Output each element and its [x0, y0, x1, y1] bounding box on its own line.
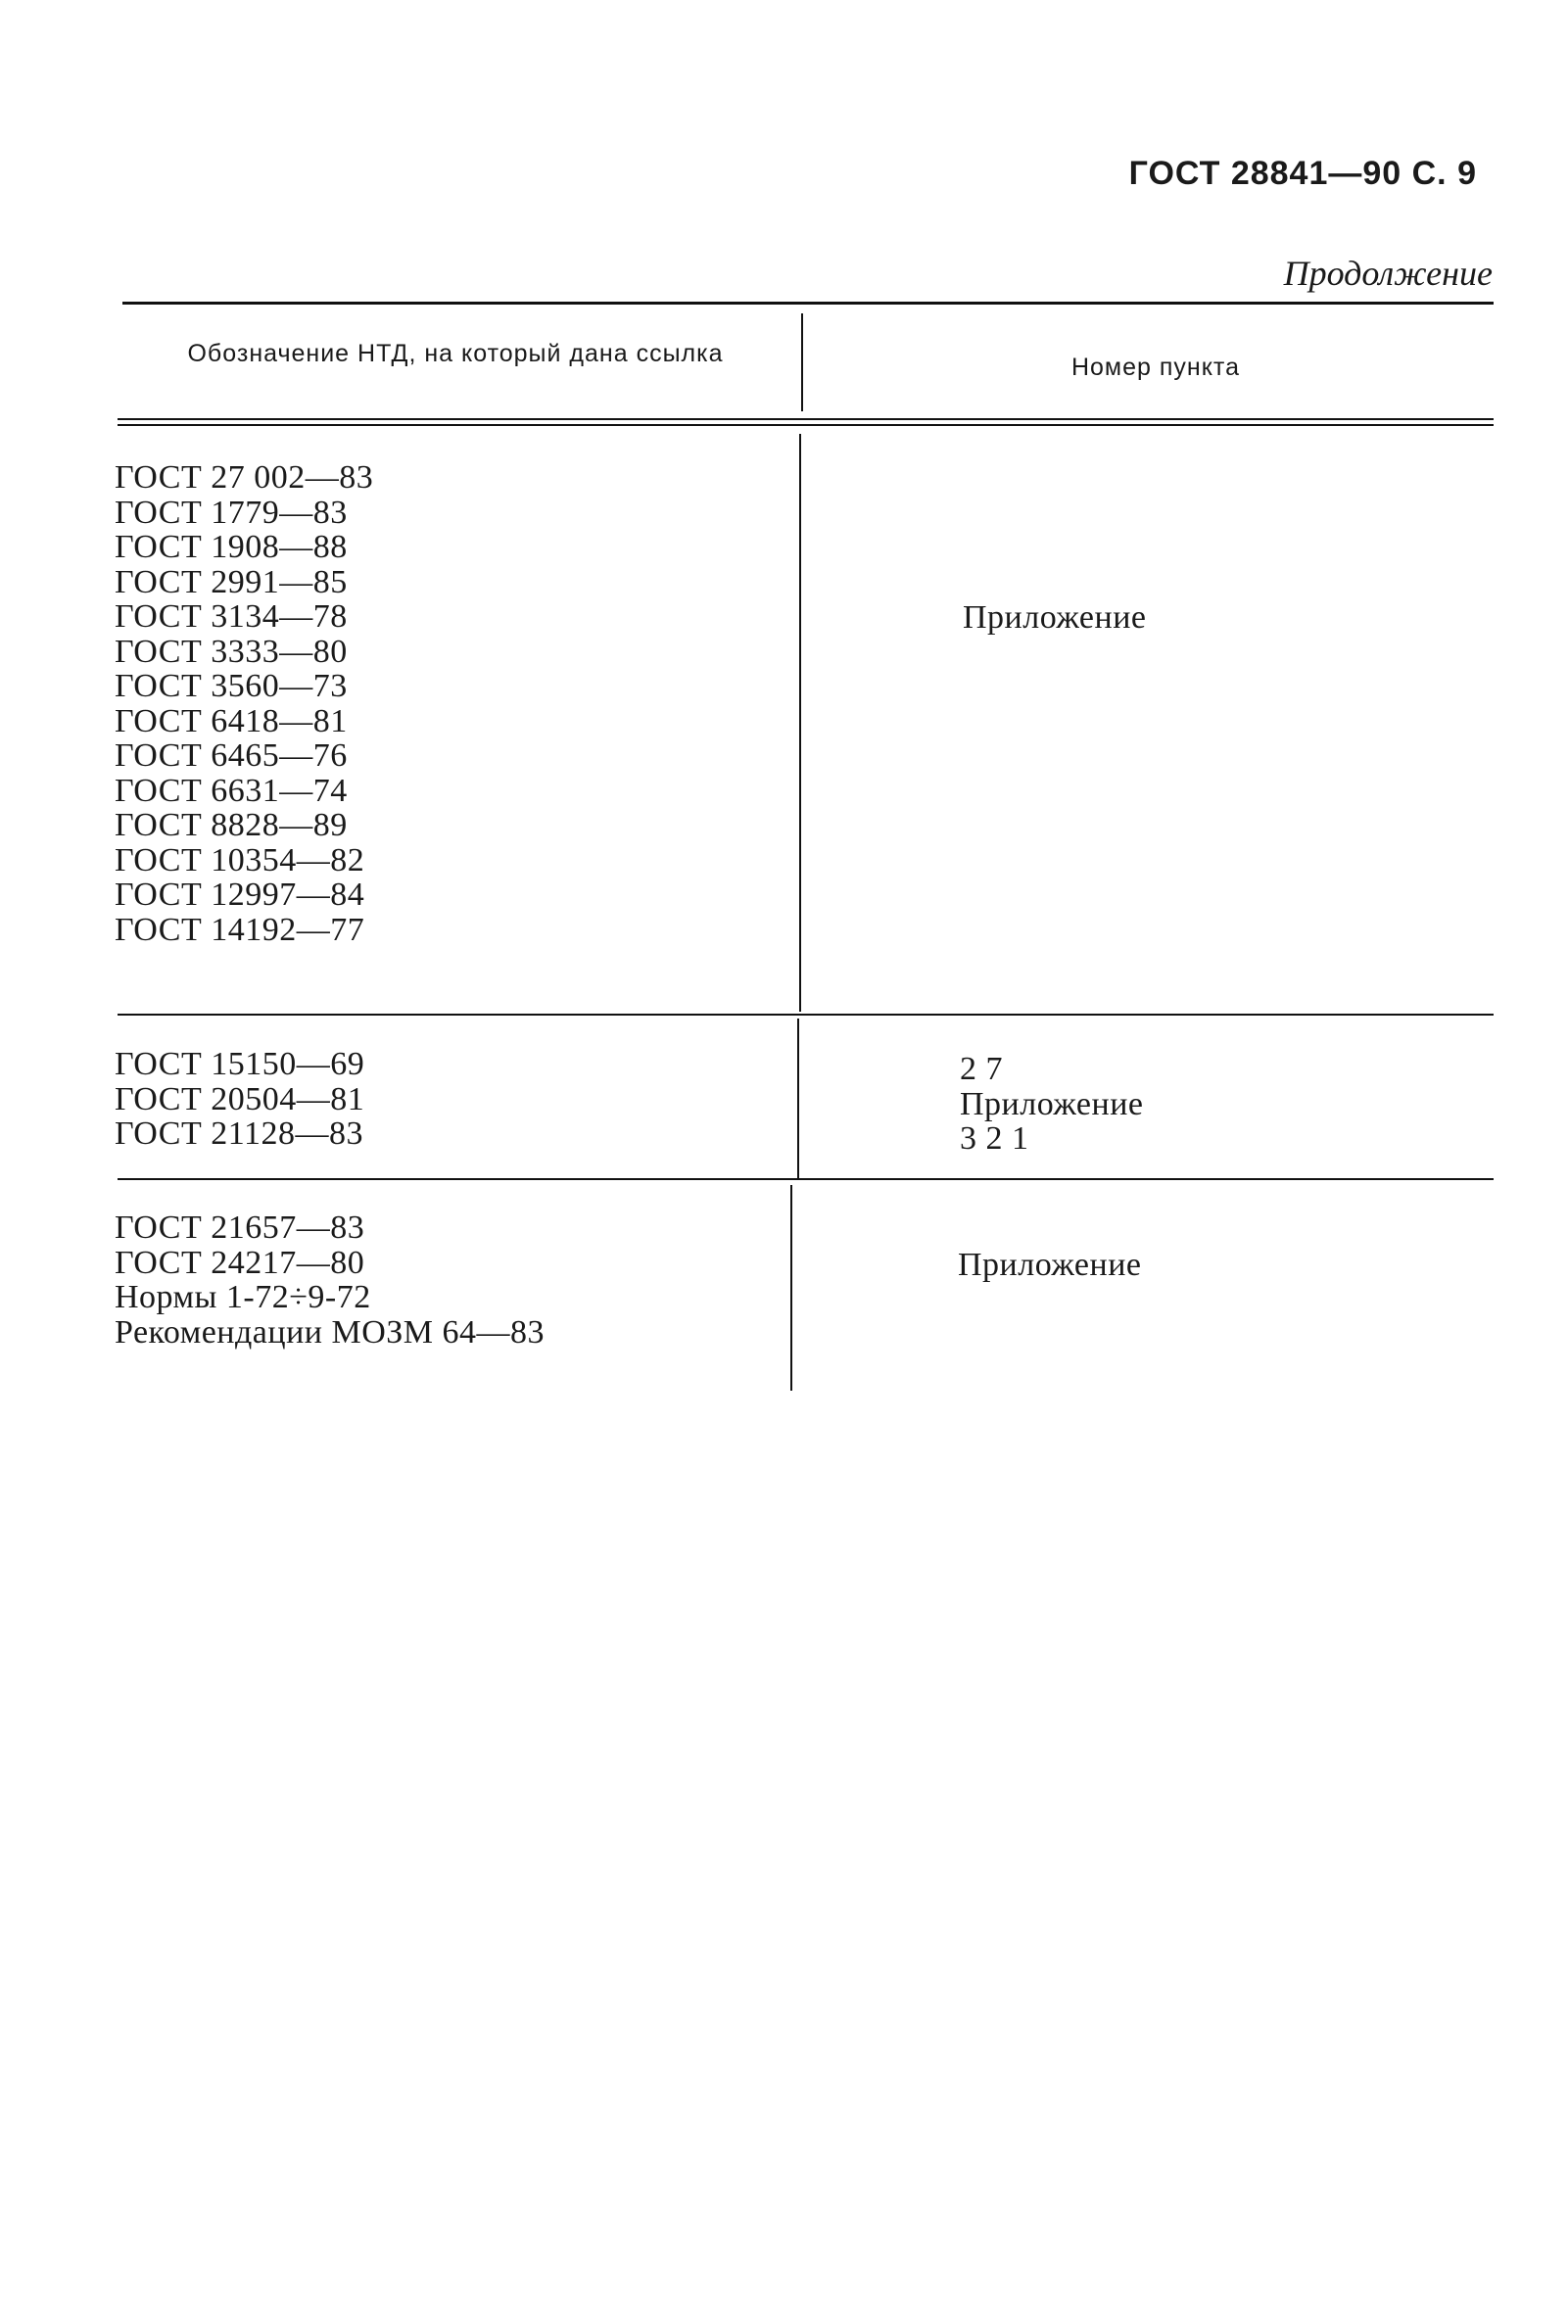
ref-item: ГОСТ 3134—78: [115, 598, 348, 635]
ref-item: ГОСТ 15150—69: [115, 1046, 365, 1082]
group-3-clause: Приложение: [958, 1247, 1142, 1283]
ref-item: ГОСТ 10354—82: [115, 841, 365, 878]
group-1-bottom-rule: [118, 1014, 1494, 1016]
continuation-label: Продолжение: [1283, 254, 1493, 293]
ref-item: Нормы 1-72÷9-72: [115, 1279, 371, 1315]
group-1-divider: [799, 434, 801, 1012]
clause-item: Приложение: [960, 1085, 1144, 1122]
ref-item: ГОСТ 6465—76: [115, 737, 348, 774]
ref-item: ГОСТ 1908—88: [115, 529, 348, 565]
header-clause: Номер пункта: [1070, 354, 1241, 381]
ref-item: Рекомендации МОЗМ 64—83: [115, 1313, 546, 1351]
ref-item: ГОСТ 24217—80: [115, 1244, 365, 1281]
clause-item: 3 2 1: [960, 1120, 1029, 1157]
group-1-clause: Приложение: [963, 599, 1147, 636]
group-2-divider: [797, 1019, 799, 1178]
ref-item: ГОСТ 6418—81: [115, 702, 348, 739]
ref-item: ГОСТ 3333—80: [115, 633, 348, 670]
header-divider: [801, 313, 803, 411]
group-2-clauses: [960, 1052, 1143, 1157]
clause-item: 2 7: [960, 1051, 1003, 1087]
header-bottom-rule: [118, 418, 1494, 426]
table-top-rule: [122, 302, 1494, 305]
ref-item: ГОСТ 21657—83: [115, 1209, 365, 1246]
ref-item: ГОСТ 20504—81: [115, 1080, 365, 1117]
ref-item: ГОСТ 12997—84: [115, 877, 365, 913]
ref-item: ГОСТ 8828—89: [115, 807, 348, 843]
page-header: ГОСТ 28841—90 С. 9: [1128, 155, 1477, 192]
group-3-divider: [790, 1185, 792, 1391]
ref-item: ГОСТ 3560—73: [115, 668, 348, 704]
ref-item: ГОСТ 6631—74: [115, 772, 348, 809]
group-1-refs: [115, 460, 373, 947]
group-2-refs: [115, 1047, 364, 1152]
ref-item: ГОСТ 1779—83: [115, 494, 348, 531]
group-3-refs: [115, 1210, 545, 1350]
group-2-bottom-rule: [118, 1178, 1494, 1180]
ref-item: ГОСТ 14192—77: [115, 911, 365, 948]
header-designation: Обозначение НТД, на который дана ссылка: [187, 340, 724, 367]
ref-item: ГОСТ 2991—85: [115, 563, 348, 600]
ref-item: ГОСТ 27 002—83: [115, 459, 374, 496]
ref-item: ГОСТ 21128—83: [115, 1115, 363, 1152]
